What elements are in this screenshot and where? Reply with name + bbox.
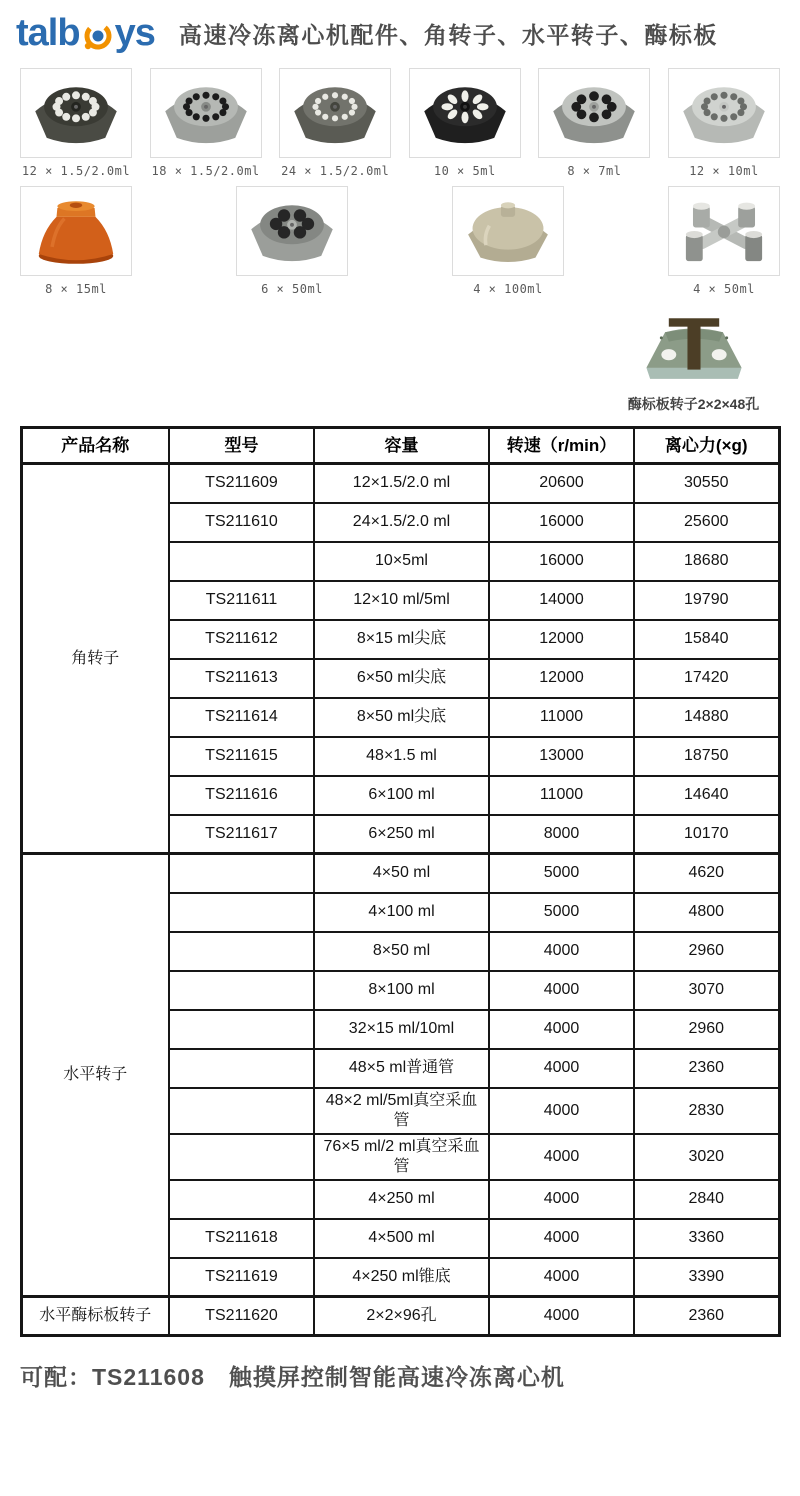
compatibility-note: 可配：TS211608 触摸屏控制智能高速冷冻离心机 <box>20 1364 565 1390</box>
col-header-speed: 转速（r/min） <box>489 428 634 464</box>
force-cell: 18750 <box>634 737 779 776</box>
capacity-cell: 12×10 ml/5ml <box>314 581 489 620</box>
product-item <box>20 186 132 296</box>
speed-cell: 8000 <box>489 815 634 854</box>
model-cell <box>169 971 314 1010</box>
product-item <box>20 68 132 178</box>
product-image-grid <box>20 68 780 304</box>
angle-rotor-dark-ring-image <box>20 68 132 158</box>
swing-bucket-rotor-image <box>668 186 780 276</box>
model-cell <box>169 542 314 581</box>
product-label: 6 × 50ml <box>261 282 323 296</box>
force-cell: 10170 <box>634 815 779 854</box>
angle-rotor-gray-6-image <box>236 186 348 276</box>
product-label: 12 × 10ml <box>689 164 759 178</box>
plate-rotor-row <box>14 308 786 416</box>
capacity-cell: 10×5ml <box>314 542 489 581</box>
force-cell: 3390 <box>634 1258 779 1297</box>
force-cell: 30550 <box>634 464 779 503</box>
speed-cell: 16000 <box>489 503 634 542</box>
capacity-cell: 6×50 ml尖底 <box>314 659 489 698</box>
microplate-rotor-image <box>628 308 760 392</box>
capacity-cell: 32×15 ml/10ml <box>314 1010 489 1049</box>
capacity-cell: 48×1.5 ml <box>314 737 489 776</box>
angle-rotor-light-12-image <box>668 68 780 158</box>
angle-rotor-orange-cone-image <box>20 186 132 276</box>
model-cell <box>169 893 314 932</box>
capacity-cell: 4×100 ml <box>314 893 489 932</box>
logo-text-left: talb <box>16 12 80 54</box>
speed-cell: 12000 <box>489 659 634 698</box>
capacity-cell: 4×500 ml <box>314 1219 489 1258</box>
product-label: 8 × 7ml <box>567 164 622 178</box>
model-cell: TS211612 <box>169 620 314 659</box>
product-item <box>150 68 262 178</box>
model-cell: TS211611 <box>169 581 314 620</box>
model-cell <box>169 1010 314 1049</box>
force-cell: 2360 <box>634 1049 779 1088</box>
model-cell <box>169 854 314 893</box>
page-title: 高速冷冻离心机配件、角转子、水平转子、酶标板 <box>178 21 718 48</box>
force-cell: 2360 <box>634 1297 779 1336</box>
capacity-cell: 8×50 ml <box>314 932 489 971</box>
angle-rotor-black-oval-image <box>409 68 521 158</box>
model-cell <box>169 932 314 971</box>
force-cell: 4800 <box>634 893 779 932</box>
capacity-cell: 8×50 ml尖底 <box>314 698 489 737</box>
model-cell: TS211610 <box>169 503 314 542</box>
col-header-model: 型号 <box>169 428 314 464</box>
product-label: 8 × 15ml <box>45 282 107 296</box>
force-cell: 4620 <box>634 854 779 893</box>
speed-cell: 4000 <box>489 932 634 971</box>
capacity-cell: 6×100 ml <box>314 776 489 815</box>
force-cell: 2960 <box>634 1010 779 1049</box>
angle-rotor-brass-smooth-image <box>452 186 564 276</box>
speed-cell: 4000 <box>489 971 634 1010</box>
speed-cell: 4000 <box>489 1049 634 1088</box>
model-cell <box>169 1134 314 1180</box>
product-name-cell: 水平酶标板转子 <box>21 1297 169 1336</box>
logo-text-right: ys <box>114 12 155 54</box>
force-cell: 18680 <box>634 542 779 581</box>
force-cell: 17420 <box>634 659 779 698</box>
col-header-force: 离心力(×g) <box>634 428 779 464</box>
speed-cell: 14000 <box>489 581 634 620</box>
product-item <box>279 68 391 178</box>
force-cell: 25600 <box>634 503 779 542</box>
angle-rotor-steel-8-image <box>538 68 650 158</box>
capacity-cell: 12×1.5/2.0 ml <box>314 464 489 503</box>
spec-table <box>20 426 781 1337</box>
speed-cell: 4000 <box>489 1088 634 1134</box>
capacity-cell: 48×2 ml/5ml真空采血管 <box>314 1088 489 1134</box>
model-cell: TS211616 <box>169 776 314 815</box>
force-cell: 3020 <box>634 1134 779 1180</box>
force-cell: 2840 <box>634 1180 779 1219</box>
speed-cell: 5000 <box>489 893 634 932</box>
capacity-cell: 8×15 ml尖底 <box>314 620 489 659</box>
capacity-cell: 8×100 ml <box>314 971 489 1010</box>
product-label: 18 × 1.5/2.0ml <box>151 164 260 178</box>
force-cell: 14640 <box>634 776 779 815</box>
model-cell: TS211617 <box>169 815 314 854</box>
speed-cell: 12000 <box>489 620 634 659</box>
force-cell: 3070 <box>634 971 779 1010</box>
speed-cell: 11000 <box>489 776 634 815</box>
product-item <box>409 68 521 178</box>
speed-cell: 4000 <box>489 1219 634 1258</box>
spec-table-head <box>21 428 779 464</box>
model-cell: TS211609 <box>169 464 314 503</box>
speed-cell: 16000 <box>489 542 634 581</box>
model-cell: TS211613 <box>169 659 314 698</box>
talboys-logo <box>16 14 155 52</box>
force-cell: 19790 <box>634 581 779 620</box>
product-label: 4 × 50ml <box>693 282 755 296</box>
product-label: 4 × 100ml <box>473 282 543 296</box>
product-name-cell: 水平转子 <box>21 854 169 1297</box>
angle-rotor-gray-ring-image <box>279 68 391 158</box>
logo-orbit-icon <box>81 18 115 52</box>
model-cell: TS211618 <box>169 1219 314 1258</box>
product-label: 10 × 5ml <box>433 164 496 178</box>
product-item <box>452 186 564 296</box>
model-cell <box>169 1088 314 1134</box>
product-item <box>236 186 348 296</box>
capacity-cell: 4×50 ml <box>314 854 489 893</box>
capacity-cell: 76×5 ml/2 ml真空采血管 <box>314 1134 489 1180</box>
force-cell: 2830 <box>634 1088 779 1134</box>
product-name-cell: 角转子 <box>21 464 169 854</box>
force-cell: 14880 <box>634 698 779 737</box>
product-label: 酶标板转子2×2×48孔 <box>627 396 760 412</box>
model-cell <box>169 1049 314 1088</box>
capacity-cell: 6×250 ml <box>314 815 489 854</box>
speed-cell: 13000 <box>489 737 634 776</box>
table-row <box>21 464 779 503</box>
model-cell: TS211620 <box>169 1297 314 1336</box>
speed-cell: 11000 <box>489 698 634 737</box>
speed-cell: 4000 <box>489 1134 634 1180</box>
page-header <box>0 0 800 58</box>
col-header-capacity: 容量 <box>314 428 489 464</box>
force-cell: 3360 <box>634 1219 779 1258</box>
model-cell: TS211615 <box>169 737 314 776</box>
speed-cell: 5000 <box>489 854 634 893</box>
angle-rotor-steel-ring-image <box>150 68 262 158</box>
header-row <box>21 428 779 464</box>
speed-cell: 4000 <box>489 1180 634 1219</box>
speed-cell: 4000 <box>489 1010 634 1049</box>
product-label: 24 × 1.5/2.0ml <box>281 164 390 178</box>
table-row <box>21 854 779 893</box>
product-item <box>668 68 780 178</box>
speed-cell: 4000 <box>489 1297 634 1336</box>
product-item <box>538 68 650 178</box>
col-header-product-name: 产品名称 <box>21 428 169 464</box>
capacity-cell: 24×1.5/2.0 ml <box>314 503 489 542</box>
model-cell: TS211614 <box>169 698 314 737</box>
capacity-cell: 48×5 ml普通管 <box>314 1049 489 1088</box>
product-item <box>668 186 780 296</box>
capacity-cell: 4×250 ml锥底 <box>314 1258 489 1297</box>
spec-table-body <box>21 464 779 1336</box>
product-item <box>601 308 786 416</box>
speed-cell: 4000 <box>489 1258 634 1297</box>
capacity-cell: 2×2×96孔 <box>314 1297 489 1336</box>
capacity-cell: 4×250 ml <box>314 1180 489 1219</box>
table-row <box>21 1297 779 1336</box>
force-cell: 2960 <box>634 932 779 971</box>
product-label: 12 × 1.5/2.0ml <box>21 164 131 178</box>
speed-cell: 20600 <box>489 464 634 503</box>
model-cell <box>169 1180 314 1219</box>
force-cell: 15840 <box>634 620 779 659</box>
model-cell: TS211619 <box>169 1258 314 1297</box>
